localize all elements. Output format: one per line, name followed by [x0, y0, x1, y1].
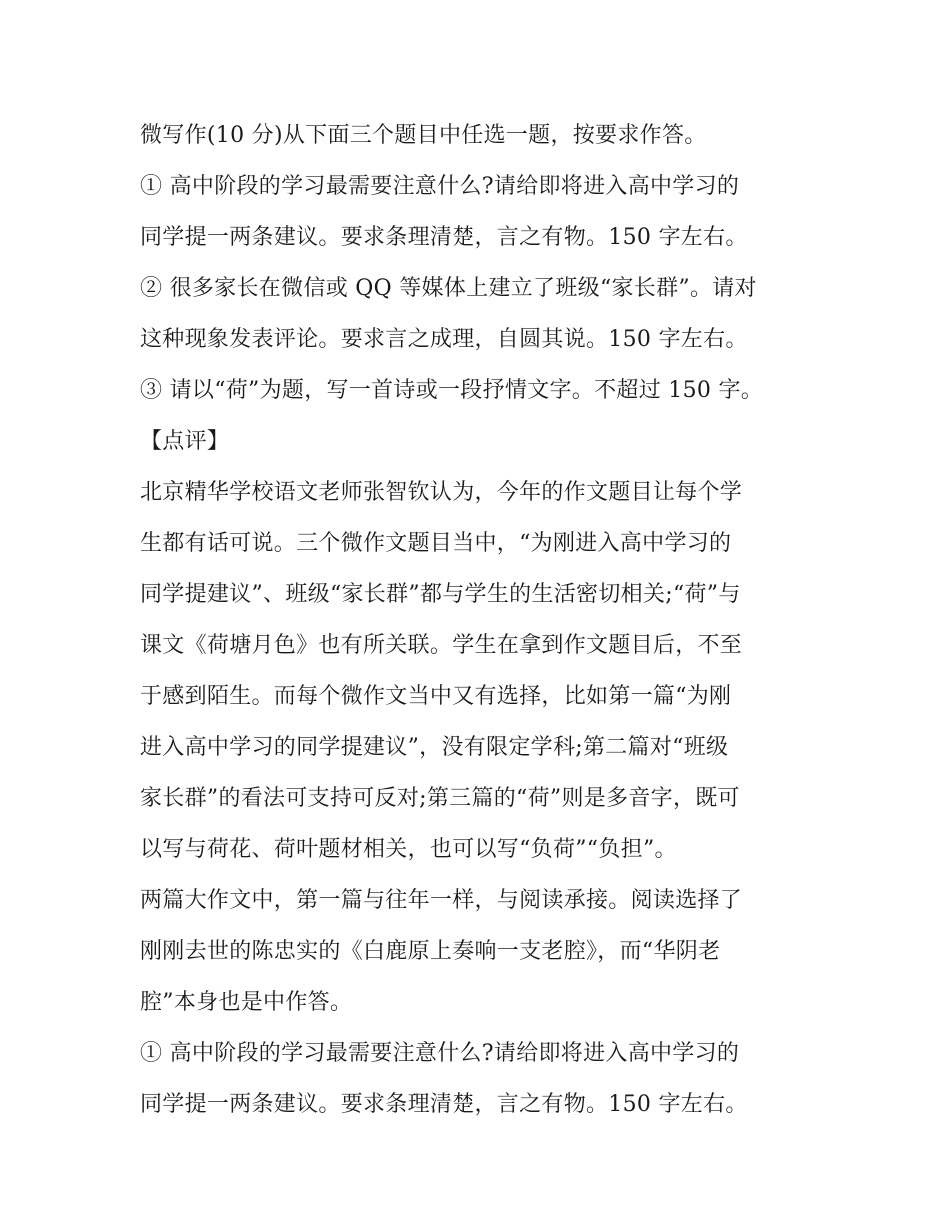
text-line: ② 很多家长在微信或 QQ 等媒体上建立了班级“家长群”。请对: [140, 276, 757, 301]
prompt-option-1-repeat: [140, 1028, 820, 1130]
text-line: 同学提一两条建议。要求条理清楚，言之有物。150 字左右。: [140, 225, 748, 250]
comment-heading: [140, 416, 820, 467]
text-line: 课文《荷塘月色》也有所关联。学生在拿到作文题目后，不至: [140, 633, 743, 658]
text-line: 北京精华学校语文老师张智钦认为，今年的作文题目让每个学: [140, 480, 743, 505]
text-line: ① 高中阶段的学习最需要注意什么?请给即将进入高中学习的: [140, 1041, 740, 1066]
text-line: ③ 请以“荷”为题，写一首诗或一段抒情文字。不超过 150 字。: [140, 378, 764, 403]
text-line: 腔”本身也是中作答。: [140, 990, 353, 1015]
text-line: 同学提一两条建议。要求条理清楚，言之有物。150 字左右。: [140, 1092, 748, 1117]
text-line: 以写与荷花、荷叶题材相关，也可以写“负荷”“负担”。: [140, 837, 677, 862]
document-body: [140, 110, 820, 1130]
prompt-option-1: [140, 161, 820, 263]
text-line: 生都有话可说。三个微作文题目当中，“为刚进入高中学习的: [140, 531, 732, 556]
text-line: 进入高中学习的同学提建议”，没有限定学科;第二篇对“班级: [140, 735, 729, 760]
text-line: 这种现象发表评论。要求言之成理，自圆其说。150 字左右。: [140, 327, 748, 352]
comment-paragraph-1: [140, 467, 820, 875]
text-line: 两篇大作文中，第一篇与往年一样，与阅读承接。阅读选择了: [140, 888, 743, 913]
text-line: 刚刚去世的陈忠实的《白鹿原上奏响一支老腔》，而“华阴老: [140, 939, 721, 964]
prompt-intro: [140, 110, 820, 161]
text-line: 微写作(10 分)从下面三个题目中任选一题，按要求作答。: [140, 123, 707, 148]
text-line: 【点评】: [140, 429, 230, 454]
text-line: 于感到陌生。而每个微作文当中又有选择，比如第一篇“为刚: [140, 684, 732, 709]
prompt-option-2: [140, 263, 820, 365]
prompt-option-3: [140, 365, 820, 416]
comment-paragraph-2: [140, 875, 820, 1028]
text-line: 家长群”的看法可支持可反对;第三篇的“荷”则是多音字，既可: [140, 786, 740, 811]
text-line: ① 高中阶段的学习最需要注意什么?请给即将进入高中学习的: [140, 174, 740, 199]
text-line: 同学提建议”、班级“家长群”都与学生的生活密切相关;“荷”与: [140, 582, 741, 607]
